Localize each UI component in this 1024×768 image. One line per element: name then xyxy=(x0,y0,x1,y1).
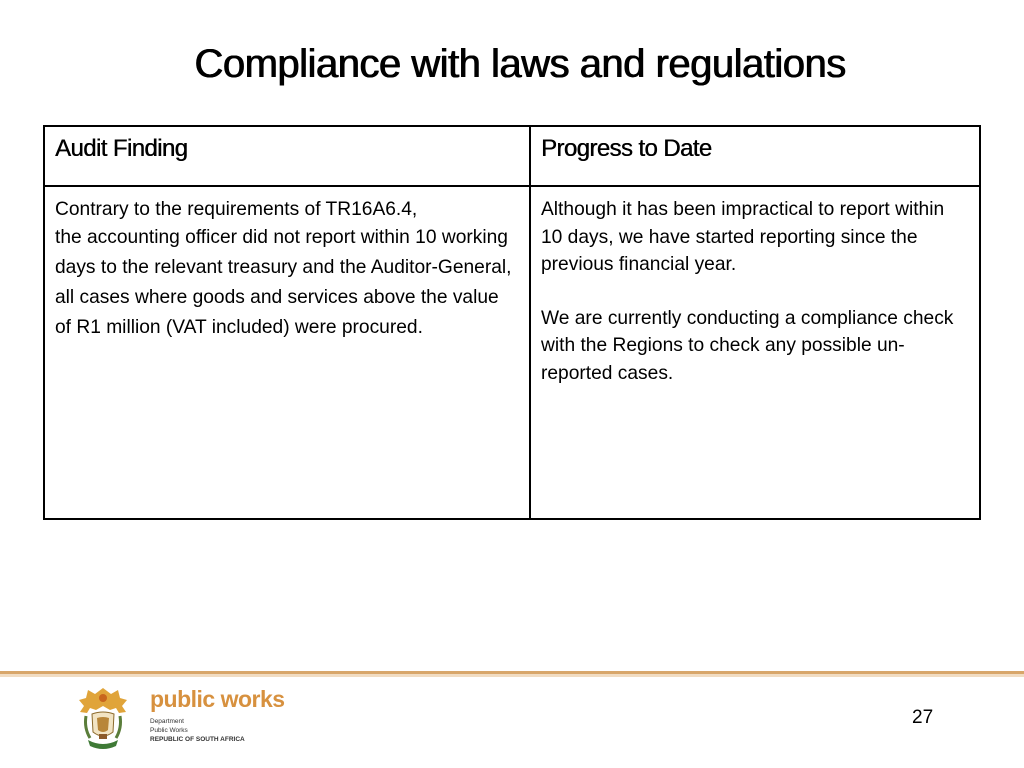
header-audit-finding: Audit Finding xyxy=(44,126,530,186)
public-works-logo xyxy=(76,684,286,754)
audit-finding-rest: the accounting officer did not report within 10 working days to the relevant treasury and the Auditor-General, all cases where goods and services above the value of R1 million (VAT included) were procured. xyxy=(55,227,512,338)
coat-of-arms-icon xyxy=(76,684,130,754)
audit-finding-text xyxy=(55,196,519,343)
header-progress-to-date: Progress to Date xyxy=(530,126,980,186)
brand-name: public works xyxy=(150,686,285,712)
footer-divider-shadow xyxy=(0,674,1024,677)
table-header-row xyxy=(44,126,980,186)
brand-country-line: REPUBLIC OF SOUTH AFRICA xyxy=(150,736,245,743)
slide-title: Compliance with laws and regulations xyxy=(194,42,846,86)
brand-public-works-line: Public Works xyxy=(150,727,188,734)
findings-table xyxy=(43,125,981,520)
page-number: 27 xyxy=(912,707,934,728)
progress-paragraph: Although it has been impractical to report within 10 days, we have started reporting since the previous financial year. xyxy=(541,199,945,275)
progress-paragraph: We are currently conducting a compliance check with the Regions to check any possible un-reported cases. xyxy=(541,307,954,384)
brand-department-line: Department xyxy=(150,718,184,725)
audit-finding-cell xyxy=(44,186,530,519)
audit-finding-first-line: Contrary to the requirements of TR16A6.4, xyxy=(55,199,418,220)
progress-cell xyxy=(530,186,980,519)
table-row xyxy=(44,186,980,519)
